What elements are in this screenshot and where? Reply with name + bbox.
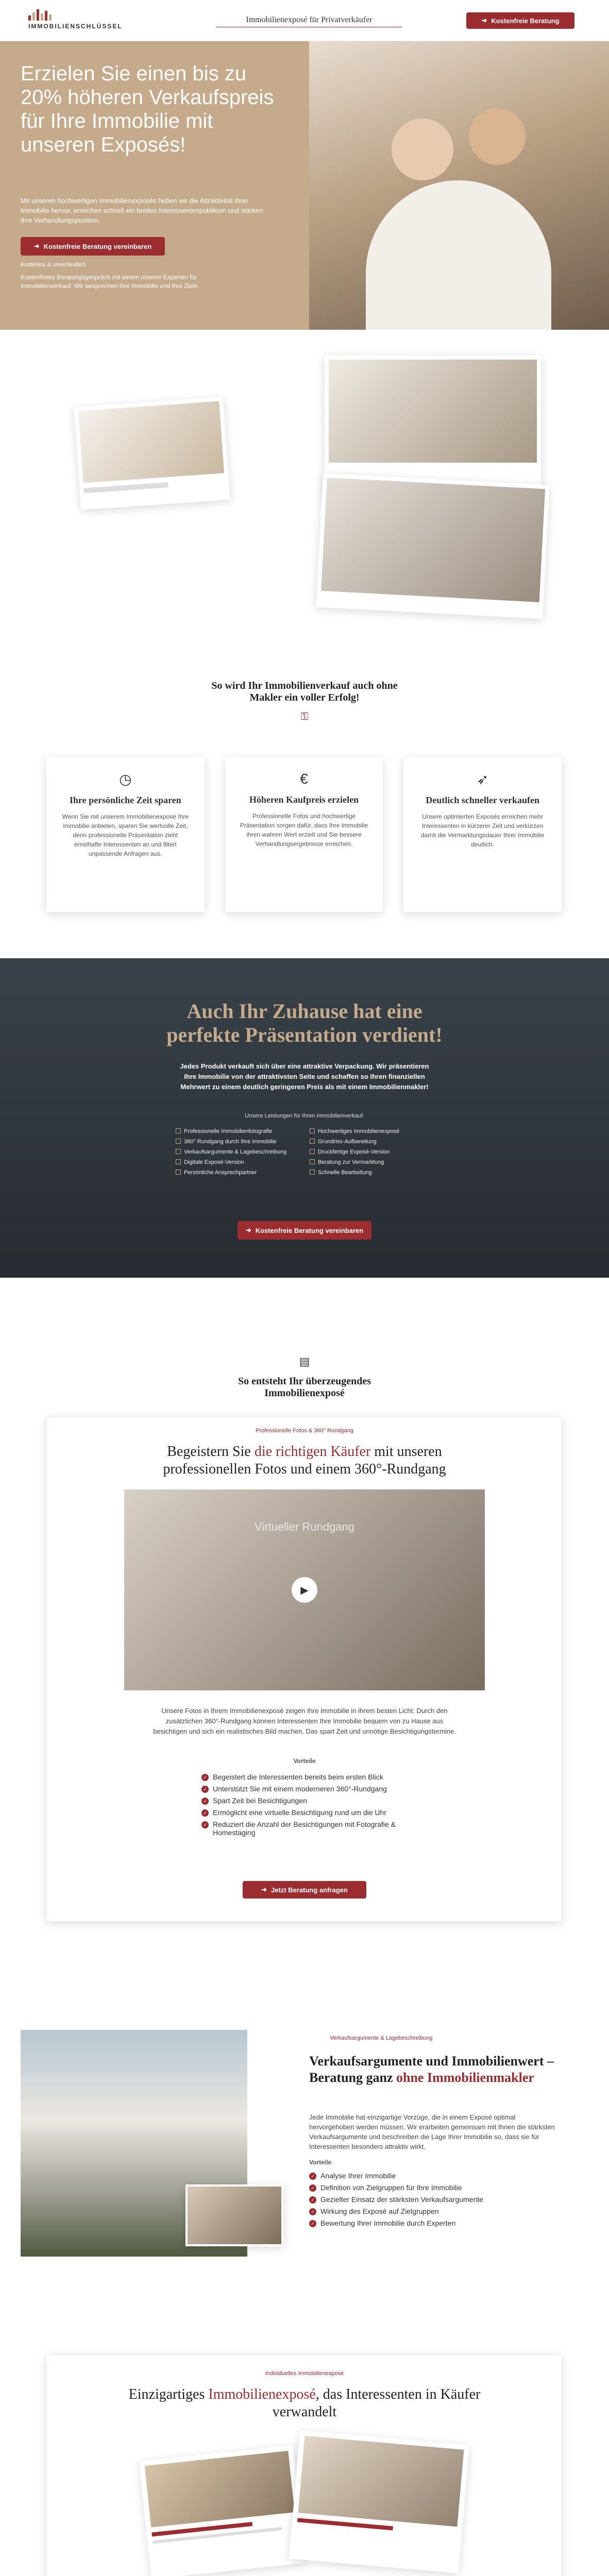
benefit-cards [46,757,562,912]
section-how-title: So wird Ihr Immobilienverkauf auch ohne Makler ein voller Erfolg! [211,680,398,703]
clock-icon: ◷ [119,771,132,787]
presentation-text: Jedes Produkt verkauft sich über eine attraktive Verpackung. Wir präsentieren Ihre Immobilie von der attraktivsten Seite und schaffen so Ihren finanziellen Mehrwert zu einem deutlich geringeren Preis als mit einem Immobilienmakler! [180,1062,429,1091]
service-item: Hochwertiges Immobilienexposé [310,1128,433,1134]
hero-cta-button[interactable]: ➜ Kostenfreie Beratung vereinbaren [21,237,165,256]
services-grid [176,1128,433,1176]
hero-badge: Kostenlos & unverbindlich [21,262,86,268]
service-item: Beratung zur Vermarktung [310,1159,433,1165]
services-list-title: Unsere Leistungen für Ihren Immobilienverkauf: [245,1113,364,1119]
gallery-photo-room [316,473,549,619]
list-item: ✓ Analyse Ihrer Immobilie [309,2172,556,2180]
unique-title: Einzigartiges Immobilienexposé, das Interessenten in Käufer verwandelt [128,2386,481,2420]
list-item: ✓ Ermöglicht eine virtuelle Besichtigung rund um die Uhr [201,1808,438,1817]
service-item: Verkaufsargumente & Lagebeschreibung [176,1149,299,1155]
section-expose [0,1298,609,1958]
list-item: ✓ Unterstützt Sie mit einem moderneren 360°-Rundgang [201,1785,438,1793]
logo-bars-icon [28,9,126,21]
hero-small-text: Kostenfreies Beratungsgespräch mit einem unserer Experten für Immobilienverkauf. Wir besprechen Ihre Immobilie und Ihre Ziele. [21,274,199,290]
service-item: 360° Rundgang durch Ihre Immobilie [176,1139,299,1145]
arrow-icon: ➜ [261,1886,267,1893]
hero-text: Mit unseren hochwertigen Immobilienexposés heben wir die Attraktivität Ihrer Immobilie hervor, erreichen schnell ein breites Interessentenpublikum und stärken Ihre Verhandlungsposition. [21,197,263,224]
hero-photo-couple [309,41,609,330]
logo-text: IMMOBILIENSCHLÜSSEL [28,23,123,30]
section-unique [46,2354,562,2576]
gallery-photo-kitchen [74,397,230,510]
play-icon[interactable]: ▶ [292,1577,317,1603]
section-arguments [0,1958,609,2318]
service-item: Digitale Exposé-Version [176,1159,299,1165]
arguments-label: Verkaufsargumente & Lagebeschreibung [330,2035,433,2041]
expose-cta-button[interactable]: ➜ Jetzt Beratung anfragen [243,1881,366,1899]
section-presentation [0,958,609,1278]
virtual-tour-video[interactable] [124,1489,485,1690]
expose-benefit-list [201,1773,438,1840]
list-item: ✓ Bewertung Ihrer Immobilie durch Experten [309,2219,556,2227]
arguments-title: Verkaufsargumente und Immobilienwert – Beratung ganz ohne Immobilienmakler [309,2054,554,2085]
house-photo-small [185,2184,283,2246]
expose-headline: Begeistern Sie die richtigen Käufer mit unseren professionellen Fotos und einem 360°-Rundgang [163,1444,446,1477]
arguments-text: Jede Immobilie hat einzigartige Vorzüge, die in einem Exposé optimal hervorgehoben werden müssen. Wir erarbeiten gemeinsam mit Ihnen die stärksten Verkaufsargumente und beschreiben die Lage Ihrer Immobilie so, dass sie für Interessenten besonders attraktiv wirkt. [309,2113,555,2150]
expose-list-title: Vorteile [293,1757,316,1765]
list-item: ✓ Wirkung des Exposé auf Zielgruppen [309,2207,556,2215]
expose-title: So entsteht Ihr überzeugendes Immobilienexposé [238,1376,371,1399]
document-icon: ▤ [299,1355,310,1368]
hero-title: Erzielen Sie einen bis zu 20% höheren Verkaufspreis für Ihre Immobilie mit unseren Exposés! [21,62,274,156]
arrow-icon: ➜ [481,16,487,24]
list-item: ✓ Definition von Zielgruppen für Ihre Immobilie [309,2183,556,2192]
list-item: ✓ Reduziert die Anzahl der Besichtigungen mit Fotografie & Homestaging [201,1820,438,1837]
presentation-title: Auch Ihr Zuhause hat eine perfekte Präsentation verdient! [166,999,443,1046]
header [0,0,609,41]
service-item: Schnelle Bearbeitung [310,1170,433,1176]
benefit-card-time: ◷ Ihre persönliche Zeit sparen Wenn Sie mit unserem Immobilienexposé Ihre Immobilie anbieten, sparen Sie wertvolle Zeit, denn professionelle Präsentation zieht ernsthafte Interessenten an und filtert unpassende Anfragen aus. [46,757,205,912]
expose-text: Unsere Fotos in Ihrem Immobilienexposé zeigen Ihre Immobilie in ihrem besten Licht. Durch den zusätzlichen 360°-Rundgang können Interessenten Ihre Immobilie bequem von zu Hause aus besichtigen und sich ein realistisches Bild machen. Das spart Zeit und unnötige Besichtigungstermine. [153,1707,456,1735]
list-item: ✓ Spart Zeit bei Besichtigungen [201,1797,438,1805]
tour-label: Virtueller Rundgang [254,1520,355,1533]
money-icon: € [300,771,308,787]
hero [0,41,609,330]
person-icon [392,118,453,180]
arguments-list [309,2172,556,2231]
unique-label: Individuelles Immobilienexposé [265,2370,344,2377]
header-cta-button[interactable]: ➜ Kostenfreie Beratung [466,12,574,29]
header-tagline: Immobilienexposé für Privatverkäufer [216,15,402,27]
presentation-cta-button[interactable]: ➜ Kostenfreie Beratung vereinbaren [238,1221,371,1240]
list-item: ✓ Gezielter Einsatz der stärksten Verkaufsargumente [309,2195,556,2204]
logo[interactable] [28,9,126,32]
rocket-icon: ➶ [476,771,489,787]
list-item: ✓ Begeistert die Interessenten bereits beim ersten Blick [201,1773,438,1781]
arrow-icon: ➜ [245,1226,251,1234]
benefit-card-speed: ➶ Deutlich schneller verkaufen Unsere optimierten Exposés erreichen mehr Interessenten in kürzerer Zeit und verkürzen damit die Vermarktungsdauer Ihrer Immobilie deutlich. [403,757,562,912]
service-item: Druckfertige Exposé-Version [310,1149,433,1155]
arrow-icon: ➜ [33,242,40,250]
service-item: Persönliche Ansprechpartner [176,1170,299,1176]
hero-gallery [0,330,609,639]
brochure-mockup [124,2432,485,2576]
arguments-list-title: Vorteile [309,2159,332,2166]
expose-step-label: Professionelle Fotos & 360° Rundgang [256,1428,353,1434]
service-item: Professionelle Immobilienfotografie [176,1128,299,1134]
service-item: Grundriss-Aufbereitung [310,1139,433,1145]
section-how [0,639,609,999]
key-icon: ⚿ [300,711,309,722]
expose-card [46,1417,562,1922]
person-icon [469,108,526,165]
benefit-card-price: € Höheren Kaufpreis erzielen Professionelle Fotos und hochwertige Präsentation sorgen dafür, dass Ihre Immobilie ihren wahren Wert erzielt und Sie bessere Verhandlungsergebnisse erreichen. [225,757,383,912]
